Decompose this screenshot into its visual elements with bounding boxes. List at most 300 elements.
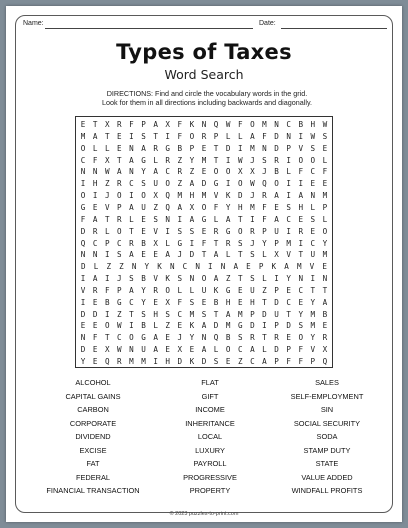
grid-letter[interactable]: X bbox=[153, 191, 158, 201]
grid-letter[interactable]: I bbox=[104, 250, 110, 260]
grid-letter[interactable]: B bbox=[141, 274, 146, 284]
grid-letter[interactable]: N bbox=[274, 120, 279, 129]
grid-letter[interactable]: S bbox=[141, 309, 146, 319]
grid-letter[interactable]: C bbox=[117, 238, 122, 248]
grid-letter[interactable]: E bbox=[92, 357, 98, 366]
grid-letter[interactable]: Q bbox=[104, 357, 110, 366]
grid-letter[interactable]: H bbox=[237, 202, 243, 212]
grid-letter[interactable]: E bbox=[92, 345, 98, 355]
grid-letter[interactable]: D bbox=[225, 143, 231, 153]
grid-letter[interactable]: A bbox=[233, 262, 239, 272]
grid-letter[interactable]: Y bbox=[141, 167, 146, 177]
grid-letter[interactable]: D bbox=[177, 357, 183, 366]
grid-letter[interactable]: M bbox=[189, 309, 195, 319]
grid-letter[interactable]: O bbox=[250, 120, 255, 129]
grid-letter[interactable]: D bbox=[189, 250, 195, 260]
grid-letter[interactable]: A bbox=[92, 214, 98, 224]
grid-letter[interactable]: M bbox=[80, 131, 86, 141]
grid-letter[interactable]: R bbox=[262, 191, 267, 201]
grid-letter[interactable]: V bbox=[80, 285, 86, 295]
grid-letter[interactable]: M bbox=[322, 250, 328, 260]
grid-letter[interactable]: O bbox=[237, 179, 243, 189]
grid-letter[interactable]: C bbox=[177, 309, 183, 319]
grid-letter[interactable]: G bbox=[225, 226, 231, 236]
grid-letter[interactable]: Y bbox=[310, 333, 316, 343]
grid-letter[interactable]: S bbox=[237, 333, 243, 343]
grid-letter[interactable]: D bbox=[237, 191, 243, 201]
grid-letter[interactable]: P bbox=[262, 226, 267, 236]
grid-letter[interactable]: C bbox=[298, 285, 304, 295]
grid-letter[interactable]: K bbox=[271, 262, 277, 272]
grid-letter[interactable]: I bbox=[286, 155, 291, 165]
grid-letter[interactable]: V bbox=[309, 262, 315, 272]
grid-letter[interactable]: H bbox=[225, 297, 231, 307]
grid-letter[interactable]: E bbox=[322, 321, 328, 331]
grid-letter[interactable]: L bbox=[286, 167, 291, 177]
grid-letter[interactable]: E bbox=[177, 321, 183, 331]
grid-letter[interactable]: T bbox=[322, 285, 328, 295]
grid-letter[interactable]: T bbox=[129, 309, 134, 319]
grid-letter[interactable]: S bbox=[177, 226, 183, 236]
grid-letter[interactable]: U bbox=[141, 345, 146, 355]
grid-letter[interactable]: D bbox=[274, 143, 279, 153]
grid-letter[interactable]: F bbox=[177, 131, 183, 141]
grid-letter[interactable]: F bbox=[298, 167, 304, 177]
grid-letter[interactable]: X bbox=[189, 202, 195, 212]
grid-letter[interactable]: E bbox=[80, 120, 86, 129]
grid-letter[interactable]: I bbox=[237, 143, 243, 153]
grid-letter[interactable]: F bbox=[201, 238, 207, 248]
grid-letter[interactable]: A bbox=[284, 262, 289, 272]
grid-letter[interactable]: R bbox=[92, 285, 98, 295]
grid-letter[interactable]: P bbox=[141, 120, 146, 129]
grid-letter[interactable]: P bbox=[117, 202, 122, 212]
grid-letter[interactable]: O bbox=[201, 202, 207, 212]
grid-letter[interactable]: O bbox=[225, 167, 231, 177]
grid-letter[interactable]: D bbox=[274, 131, 279, 141]
grid-letter[interactable]: S bbox=[213, 357, 219, 366]
grid-letter[interactable]: X bbox=[322, 345, 328, 355]
grid-letter[interactable]: Z bbox=[177, 179, 183, 189]
grid-letter[interactable]: V bbox=[310, 345, 316, 355]
grid-letter[interactable]: A bbox=[225, 214, 231, 224]
grid-letter[interactable]: J bbox=[262, 167, 267, 177]
grid-letter[interactable]: Y bbox=[189, 333, 195, 343]
grid-letter[interactable]: I bbox=[129, 131, 134, 141]
grid-letter[interactable]: O bbox=[141, 191, 146, 201]
grid-letter[interactable]: A bbox=[213, 250, 219, 260]
grid-letter[interactable]: Z bbox=[104, 179, 110, 189]
grid-letter[interactable]: K bbox=[165, 274, 170, 284]
grid-letter[interactable]: E bbox=[80, 321, 86, 331]
grid-letter[interactable]: O bbox=[129, 333, 134, 343]
grid-letter[interactable]: I bbox=[286, 191, 291, 201]
grid-letter[interactable]: Y bbox=[298, 309, 304, 319]
grid-letter[interactable]: X bbox=[165, 297, 170, 307]
grid-letter[interactable]: K bbox=[189, 120, 195, 129]
grid-letter[interactable]: H bbox=[92, 179, 98, 189]
grid-letter[interactable]: Q bbox=[213, 120, 219, 129]
grid-letter[interactable]: G bbox=[117, 297, 122, 307]
grid-letter[interactable]: Y bbox=[286, 274, 291, 284]
grid-letter[interactable]: O bbox=[104, 321, 110, 331]
grid-letter[interactable]: O bbox=[80, 143, 86, 153]
grid-letter[interactable]: Y bbox=[262, 238, 267, 248]
grid-letter[interactable]: Q bbox=[262, 179, 267, 189]
grid-letter[interactable]: B bbox=[177, 143, 183, 153]
grid-letter[interactable]: L bbox=[213, 345, 219, 355]
grid-letter[interactable]: O bbox=[165, 285, 170, 295]
grid-letter[interactable]: T bbox=[117, 155, 122, 165]
grid-letter[interactable]: Y bbox=[80, 357, 86, 366]
grid-letter[interactable]: A bbox=[274, 214, 279, 224]
grid-letter[interactable]: F bbox=[322, 167, 328, 177]
grid-letter[interactable]: A bbox=[250, 345, 255, 355]
grid-letter[interactable]: R bbox=[117, 120, 122, 129]
grid-letter[interactable]: Z bbox=[165, 321, 170, 331]
grid-letter[interactable]: M bbox=[201, 155, 207, 165]
grid-letter[interactable]: M bbox=[237, 309, 243, 319]
grid-letter[interactable]: J bbox=[250, 191, 255, 201]
grid-letter[interactable]: D bbox=[80, 226, 86, 236]
grid-letter[interactable]: O bbox=[189, 131, 195, 141]
grid-letter[interactable]: S bbox=[141, 131, 146, 141]
name-field-line[interactable] bbox=[45, 28, 253, 29]
grid-letter[interactable]: I bbox=[177, 214, 183, 224]
grid-letter[interactable]: E bbox=[92, 297, 98, 307]
grid-letter[interactable]: E bbox=[286, 285, 291, 295]
grid-letter[interactable]: A bbox=[92, 131, 98, 141]
grid-letter[interactable]: O bbox=[117, 191, 122, 201]
grid-letter[interactable]: F bbox=[213, 202, 219, 212]
grid-letter[interactable]: E bbox=[237, 297, 243, 307]
grid-letter[interactable]: F bbox=[177, 120, 183, 129]
grid-letter[interactable]: N bbox=[165, 214, 170, 224]
grid-letter[interactable]: I bbox=[298, 238, 304, 248]
grid-letter[interactable]: L bbox=[262, 345, 267, 355]
grid-letter[interactable]: H bbox=[298, 202, 304, 212]
grid-letter[interactable]: R bbox=[177, 167, 183, 177]
grid-letter[interactable]: C bbox=[129, 297, 134, 307]
grid-letter[interactable]: R bbox=[250, 226, 255, 236]
grid-letter[interactable]: I bbox=[298, 179, 304, 189]
grid-letter[interactable]: D bbox=[80, 345, 86, 355]
grid-letter[interactable]: P bbox=[274, 238, 279, 248]
grid-letter[interactable]: I bbox=[262, 321, 267, 331]
grid-letter[interactable]: U bbox=[274, 309, 279, 319]
grid-letter[interactable]: S bbox=[250, 250, 255, 260]
grid-letter[interactable]: E bbox=[189, 345, 195, 355]
grid-letter[interactable]: E bbox=[201, 297, 207, 307]
grid-letter[interactable]: S bbox=[250, 274, 255, 284]
grid-letter[interactable]: R bbox=[250, 333, 255, 343]
grid-letter[interactable]: T bbox=[286, 309, 291, 319]
grid-letter[interactable]: I bbox=[80, 297, 86, 307]
grid-letter[interactable]: Q bbox=[165, 191, 170, 201]
grid-letter[interactable]: P bbox=[104, 238, 110, 248]
grid-letter[interactable]: M bbox=[250, 202, 255, 212]
grid-letter[interactable]: A bbox=[262, 357, 267, 366]
grid-letter[interactable]: E bbox=[165, 345, 170, 355]
grid-letter[interactable]: F bbox=[129, 120, 134, 129]
grid-letter[interactable]: N bbox=[129, 143, 134, 153]
grid-letter[interactable]: Z bbox=[189, 167, 195, 177]
grid-letter[interactable]: N bbox=[169, 262, 175, 272]
grid-letter[interactable]: W bbox=[117, 345, 122, 355]
grid-letter[interactable]: N bbox=[322, 274, 328, 284]
grid-letter[interactable]: I bbox=[298, 131, 304, 141]
grid-letter[interactable]: X bbox=[104, 155, 110, 165]
grid-letter[interactable]: P bbox=[274, 321, 279, 331]
grid-letter[interactable]: D bbox=[213, 321, 219, 331]
grid-letter[interactable]: Y bbox=[225, 202, 231, 212]
grid-letter[interactable]: G bbox=[213, 179, 219, 189]
grid-letter[interactable]: D bbox=[286, 321, 291, 331]
grid-letter[interactable]: G bbox=[177, 238, 183, 248]
grid-letter[interactable]: L bbox=[262, 250, 267, 260]
grid-letter[interactable]: F bbox=[262, 202, 267, 212]
grid-letter[interactable]: P bbox=[274, 285, 279, 295]
grid-letter[interactable]: R bbox=[213, 226, 219, 236]
grid-letter[interactable]: F bbox=[286, 357, 291, 366]
grid-letter[interactable]: S bbox=[310, 214, 316, 224]
grid-letter[interactable]: E bbox=[117, 131, 122, 141]
grid-letter[interactable]: A bbox=[153, 345, 158, 355]
grid-letter[interactable]: S bbox=[286, 202, 291, 212]
grid-letter[interactable]: J bbox=[250, 155, 255, 165]
grid-letter[interactable]: B bbox=[298, 120, 304, 129]
grid-letter[interactable]: W bbox=[237, 155, 243, 165]
grid-letter[interactable]: S bbox=[262, 155, 267, 165]
grid-letter[interactable]: U bbox=[153, 179, 158, 189]
grid-letter[interactable]: M bbox=[310, 309, 316, 319]
grid-letter[interactable]: Z bbox=[177, 155, 183, 165]
grid-letter[interactable]: G bbox=[165, 143, 170, 153]
grid-letter[interactable]: T bbox=[92, 120, 98, 129]
grid-letter[interactable]: N bbox=[286, 131, 291, 141]
grid-letter[interactable]: O bbox=[322, 226, 328, 236]
grid-letter[interactable]: M bbox=[310, 321, 316, 331]
grid-letter[interactable]: U bbox=[141, 202, 146, 212]
grid-letter[interactable]: N bbox=[80, 167, 86, 177]
grid-letter[interactable]: S bbox=[237, 238, 243, 248]
grid-letter[interactable]: J bbox=[177, 333, 183, 343]
grid-letter[interactable]: I bbox=[80, 179, 86, 189]
grid-letter[interactable]: D bbox=[81, 262, 86, 272]
grid-letter[interactable]: N bbox=[195, 262, 200, 272]
grid-letter[interactable]: L bbox=[189, 285, 195, 295]
grid-letter[interactable]: M bbox=[262, 120, 267, 129]
grid-letter[interactable]: V bbox=[286, 250, 291, 260]
grid-letter[interactable]: T bbox=[104, 333, 110, 343]
grid-letter[interactable]: D bbox=[274, 297, 279, 307]
grid-letter[interactable]: N bbox=[310, 191, 316, 201]
grid-letter[interactable]: X bbox=[274, 250, 279, 260]
grid-letter[interactable]: X bbox=[165, 120, 170, 129]
grid-letter[interactable]: L bbox=[104, 226, 110, 236]
grid-letter[interactable]: C bbox=[129, 179, 134, 189]
grid-letter[interactable]: L bbox=[262, 274, 267, 284]
grid-letter[interactable]: Z bbox=[237, 357, 243, 366]
grid-letter[interactable]: E bbox=[153, 297, 158, 307]
grid-letter[interactable]: P bbox=[286, 143, 291, 153]
grid-letter[interactable]: V bbox=[298, 143, 304, 153]
grid-letter[interactable]: I bbox=[310, 274, 316, 284]
grid-letter[interactable]: E bbox=[201, 226, 207, 236]
grid-letter[interactable]: K bbox=[189, 357, 195, 366]
grid-letter[interactable]: I bbox=[153, 357, 158, 366]
grid-letter[interactable]: I bbox=[286, 179, 291, 189]
grid-letter[interactable]: C bbox=[182, 262, 188, 272]
grid-letter[interactable]: M bbox=[225, 321, 231, 331]
grid-letter[interactable]: N bbox=[131, 262, 137, 272]
grid-letter[interactable]: V bbox=[213, 191, 219, 201]
grid-letter[interactable]: L bbox=[310, 202, 316, 212]
grid-letter[interactable]: Y bbox=[144, 262, 150, 272]
grid-letter[interactable]: R bbox=[117, 357, 122, 366]
grid-letter[interactable]: Y bbox=[189, 155, 195, 165]
grid-letter[interactable]: I bbox=[129, 321, 134, 331]
grid-letter[interactable]: N bbox=[220, 262, 226, 272]
grid-letter[interactable]: C bbox=[165, 167, 170, 177]
grid-letter[interactable]: X bbox=[104, 345, 110, 355]
grid-letter[interactable]: E bbox=[141, 226, 146, 236]
grid-letter[interactable]: A bbox=[201, 321, 207, 331]
grid-letter[interactable]: B bbox=[225, 333, 231, 343]
grid-letter[interactable]: R bbox=[274, 155, 279, 165]
grid-letter[interactable]: A bbox=[189, 179, 195, 189]
grid-letter[interactable]: F bbox=[237, 120, 243, 129]
grid-letter[interactable]: C bbox=[286, 297, 291, 307]
grid-letter[interactable]: E bbox=[141, 214, 146, 224]
grid-letter[interactable]: A bbox=[177, 202, 183, 212]
grid-letter[interactable]: O bbox=[165, 179, 170, 189]
grid-letter[interactable]: E bbox=[201, 167, 207, 177]
grid-letter[interactable]: A bbox=[250, 131, 255, 141]
grid-letter[interactable]: T bbox=[262, 297, 267, 307]
grid-letter[interactable]: P bbox=[286, 345, 291, 355]
grid-letter[interactable]: B bbox=[141, 321, 146, 331]
grid-letter[interactable]: S bbox=[153, 214, 158, 224]
grid-letter[interactable]: A bbox=[129, 155, 134, 165]
grid-letter[interactable]: M bbox=[201, 191, 207, 201]
grid-letter[interactable]: Y bbox=[322, 238, 328, 248]
grid-letter[interactable]: F bbox=[262, 214, 267, 224]
grid-letter[interactable]: Q bbox=[213, 333, 219, 343]
grid-letter[interactable]: N bbox=[129, 167, 134, 177]
grid-letter[interactable]: A bbox=[117, 167, 122, 177]
grid-letter[interactable]: L bbox=[225, 250, 231, 260]
grid-letter[interactable]: L bbox=[153, 321, 158, 331]
grid-letter[interactable]: J bbox=[250, 238, 255, 248]
grid-letter[interactable]: X bbox=[104, 120, 110, 129]
grid-letter[interactable]: B bbox=[141, 238, 146, 248]
grid-letter[interactable]: O bbox=[310, 155, 316, 165]
grid-letter[interactable]: S bbox=[165, 309, 170, 319]
grid-letter[interactable]: S bbox=[117, 250, 122, 260]
grid-letter[interactable]: Z bbox=[153, 202, 158, 212]
grid-letter[interactable]: O bbox=[298, 155, 304, 165]
grid-letter[interactable]: A bbox=[141, 143, 146, 153]
grid-letter[interactable]: N bbox=[92, 250, 98, 260]
grid-letter[interactable]: E bbox=[92, 202, 98, 212]
grid-letter[interactable]: M bbox=[177, 191, 183, 201]
grid-letter[interactable]: E bbox=[298, 214, 304, 224]
grid-letter[interactable]: A bbox=[225, 309, 231, 319]
grid-letter[interactable]: R bbox=[322, 333, 328, 343]
grid-letter[interactable]: L bbox=[165, 238, 170, 248]
grid-letter[interactable]: G bbox=[141, 155, 146, 165]
grid-letter[interactable]: O bbox=[201, 274, 207, 284]
grid-letter[interactable]: V bbox=[153, 226, 158, 236]
grid-letter[interactable]: O bbox=[237, 226, 243, 236]
grid-letter[interactable]: H bbox=[165, 357, 170, 366]
grid-letter[interactable]: G bbox=[141, 333, 146, 343]
grid-letter[interactable]: K bbox=[189, 321, 195, 331]
grid-letter[interactable]: F bbox=[104, 285, 110, 295]
grid-letter[interactable]: E bbox=[322, 143, 328, 153]
grid-letter[interactable]: B bbox=[213, 297, 219, 307]
grid-letter[interactable]: S bbox=[177, 274, 183, 284]
grid-letter[interactable]: A bbox=[201, 345, 207, 355]
grid-letter[interactable]: T bbox=[213, 238, 219, 248]
grid-letter[interactable]: Z bbox=[106, 262, 112, 272]
grid-letter[interactable]: R bbox=[201, 131, 207, 141]
grid-letter[interactable]: V bbox=[104, 202, 110, 212]
grid-letter[interactable]: L bbox=[93, 262, 99, 272]
grid-letter[interactable]: X bbox=[237, 167, 243, 177]
grid-letter[interactable]: S bbox=[310, 143, 316, 153]
grid-letter[interactable]: D bbox=[201, 179, 207, 189]
grid-letter[interactable]: Q bbox=[80, 238, 86, 248]
grid-letter[interactable]: C bbox=[237, 345, 243, 355]
grid-letter[interactable]: Z bbox=[262, 285, 267, 295]
grid-letter[interactable]: E bbox=[246, 262, 251, 272]
grid-letter[interactable]: P bbox=[250, 309, 255, 319]
grid-letter[interactable]: R bbox=[117, 179, 122, 189]
grid-letter[interactable]: T bbox=[237, 274, 243, 284]
grid-letter[interactable]: E bbox=[225, 357, 231, 366]
grid-letter[interactable]: W bbox=[117, 321, 122, 331]
grid-letter[interactable]: I bbox=[208, 262, 213, 272]
grid-letter[interactable]: E bbox=[153, 250, 158, 260]
grid-letter[interactable]: I bbox=[189, 238, 195, 248]
grid-letter[interactable]: W bbox=[104, 167, 110, 177]
grid-letter[interactable]: G bbox=[225, 285, 231, 295]
grid-letter[interactable]: L bbox=[177, 285, 183, 295]
grid-letter[interactable]: L bbox=[92, 143, 98, 153]
grid-letter[interactable]: G bbox=[201, 214, 207, 224]
grid-letter[interactable]: P bbox=[189, 143, 195, 153]
grid-letter[interactable]: R bbox=[274, 333, 279, 343]
grid-letter[interactable]: C bbox=[286, 214, 291, 224]
grid-letter[interactable]: K bbox=[225, 191, 231, 201]
grid-letter[interactable]: I bbox=[92, 191, 98, 201]
grid-letter[interactable]: O bbox=[117, 226, 122, 236]
grid-letter[interactable]: N bbox=[201, 333, 207, 343]
grid-letter[interactable]: S bbox=[189, 226, 195, 236]
grid-letter[interactable]: W bbox=[322, 120, 328, 129]
grid-letter[interactable]: F bbox=[177, 297, 183, 307]
grid-letter[interactable]: T bbox=[213, 309, 219, 319]
grid-letter[interactable]: P bbox=[322, 202, 328, 212]
grid-letter[interactable]: F bbox=[92, 333, 98, 343]
grid-letter[interactable]: C bbox=[250, 357, 255, 366]
grid-letter[interactable]: H bbox=[189, 191, 195, 201]
grid-letter[interactable]: O bbox=[298, 333, 304, 343]
grid-letter[interactable]: Y bbox=[310, 297, 316, 307]
grid-letter[interactable]: O bbox=[225, 345, 231, 355]
